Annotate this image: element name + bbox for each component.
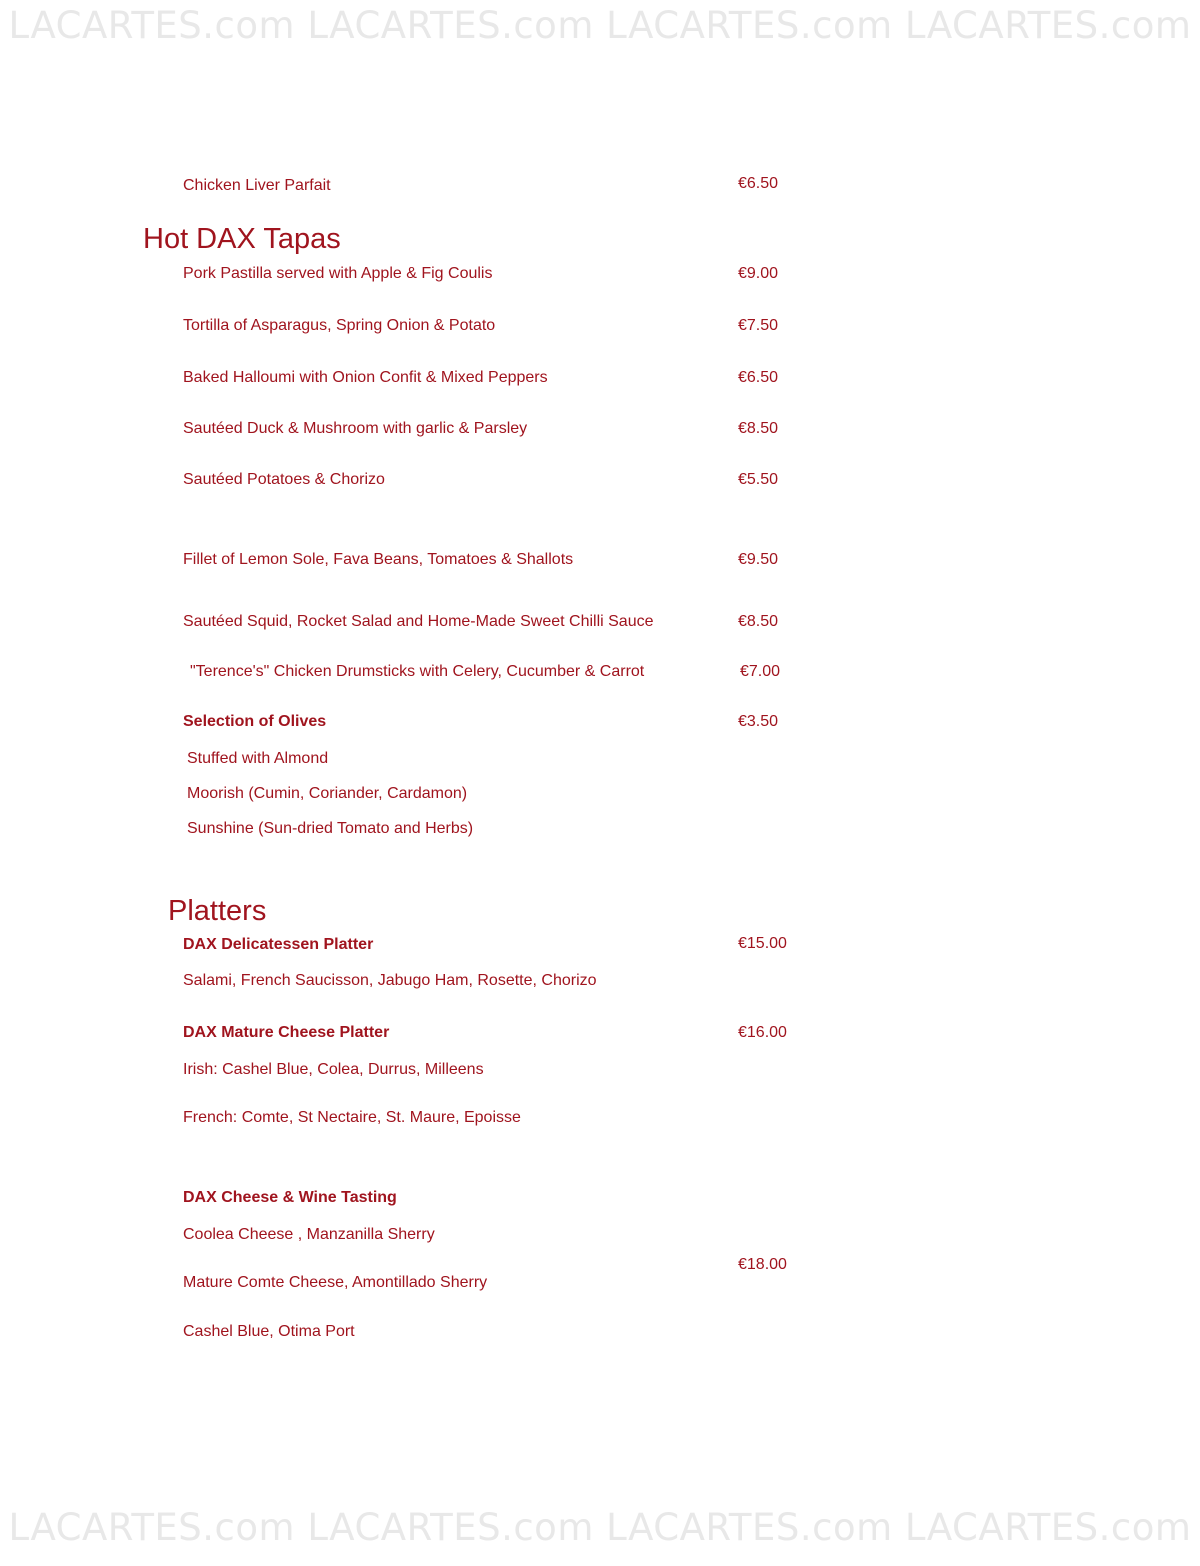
section-heading-hot-tapas: Hot DAX Tapas — [143, 223, 341, 255]
menu-item-price: €6.50 — [738, 175, 779, 192]
menu-item-price: €7.50 — [738, 317, 779, 334]
menu-item-name: Fillet of Lemon Sole, Fava Beans, Tomatoes & Shallots — [183, 551, 574, 568]
watermark-bottom: LACARTES.com LACARTES.com LACARTES.com LACARTES.com — [8, 1506, 1192, 1549]
menu-item-name: Pork Pastilla served with Apple & Fig Coulis — [183, 265, 493, 282]
menu-item-price: €8.50 — [738, 420, 779, 437]
menu-item-price: €9.00 — [738, 265, 779, 282]
platter-price: €15.00 — [738, 935, 787, 952]
olives-title: Selection of Olives — [183, 713, 327, 730]
menu-item-name: Tortilla of Asparagus, Spring Onion & Potato — [183, 317, 496, 334]
olive-option: Moorish (Cumin, Coriander, Cardamon) — [187, 785, 468, 802]
watermark-top: LACARTES.com LACARTES.com LACARTES.com LACARTES.com — [8, 4, 1192, 47]
olive-option: Stuffed with Almond — [187, 750, 329, 767]
section-heading-platters: Platters — [168, 895, 267, 927]
platter-price: €18.00 — [738, 1256, 787, 1273]
menu-item-price: €7.00 — [740, 663, 781, 680]
platter-description: Irish: Cashel Blue, Colea, Durrus, Milleens — [183, 1061, 484, 1078]
olive-option: Sunshine (Sun-dried Tomato and Herbs) — [187, 820, 474, 837]
platter-title: DAX Delicatessen Platter — [183, 936, 374, 953]
menu-item-name: Sautéed Duck & Mushroom with garlic & Parsley — [183, 420, 528, 437]
platter-description: French: Comte, St Nectaire, St. Maure, Epoisse — [183, 1109, 521, 1126]
menu-item-name: Chicken Liver Parfait — [183, 177, 331, 194]
platter-price: €16.00 — [738, 1024, 787, 1041]
menu-item-price: €8.50 — [738, 613, 779, 630]
menu-item-name: Sautéed Potatoes & Chorizo — [183, 471, 385, 488]
platter-description: Salami, French Saucisson, Jabugo Ham, Rosette, Chorizo — [183, 972, 597, 989]
platter-description: Cashel Blue, Otima Port — [183, 1323, 355, 1340]
menu-item-price: €6.50 — [738, 369, 779, 386]
menu-item-price: €5.50 — [738, 471, 779, 488]
platter-description: Coolea Cheese , Manzanilla Sherry — [183, 1226, 435, 1243]
menu-item-price: €9.50 — [738, 551, 779, 568]
platter-description: Mature Comte Cheese, Amontillado Sherry — [183, 1274, 488, 1291]
menu-item-name: Sautéed Squid, Rocket Salad and Home-Made Sweet Chilli Sauce — [183, 613, 654, 630]
platter-title: DAX Cheese & Wine Tasting — [183, 1189, 397, 1206]
menu-item-name: "Terence's" Chicken Drumsticks with Celery, Cucumber & Carrot — [190, 663, 645, 680]
olives-price: €3.50 — [738, 713, 779, 730]
platter-title: DAX Mature Cheese Platter — [183, 1024, 390, 1041]
menu-item-name: Baked Halloumi with Onion Confit & Mixed Peppers — [183, 369, 548, 386]
